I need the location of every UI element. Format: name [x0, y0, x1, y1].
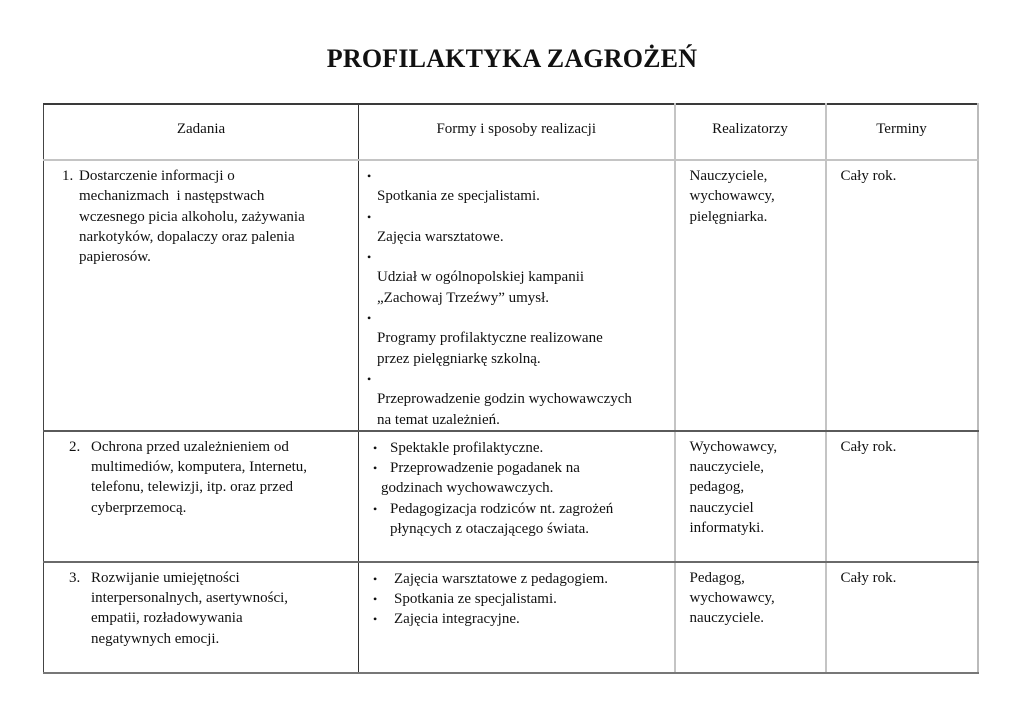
forms-list: [359, 161, 674, 430]
list-item: [367, 166, 670, 207]
bullet-icon: •: [367, 371, 372, 386]
form-line: płynących z otaczającego świata.: [390, 521, 590, 538]
form-line: na temat uzależnień.: [377, 411, 500, 428]
term-cell: [826, 431, 978, 562]
task-line: empatii, rozładowywania: [91, 610, 243, 627]
task-line: interpersonalnych, asertywności,: [91, 590, 289, 607]
table-header-row: [44, 104, 978, 160]
form-line: Spektakle profilaktyczne.: [390, 439, 544, 456]
executors-cell: [675, 431, 826, 562]
header-realizatorzy: Realizatorzy: [675, 104, 826, 160]
form-line: Przeprowadzenie godzin wychowawczych: [377, 391, 632, 408]
task-line: mechanizmach i następstwach: [79, 188, 265, 205]
list-item: [367, 308, 670, 369]
forms-cell: [359, 160, 675, 431]
executor: Nauczyciele,: [689, 168, 768, 184]
form-line: Zajęcia integracyjne.: [394, 611, 520, 628]
task-line: narkotyków, dopalaczy oraz palenia: [79, 228, 295, 245]
executor: informatyki.: [689, 520, 765, 537]
task-line: papierosów.: [79, 249, 151, 266]
task-line: multimediów, komputera, Internetu,: [91, 459, 308, 476]
task-cell: [44, 160, 359, 431]
list-item: [373, 609, 670, 629]
executors-cell: [675, 562, 826, 673]
header-formy: Formy i sposoby realizacji: [359, 104, 675, 160]
task-cell: [44, 431, 359, 562]
task-line: Ochrona przed uzależnieniem od: [91, 438, 289, 455]
bullet-icon: •: [367, 250, 372, 265]
form-line: Spotkania ze specjalistami.: [394, 591, 557, 608]
forms-cell: [359, 431, 675, 562]
form-line: Udział w ogólnopolskiej kampanii: [377, 269, 585, 286]
term-text: Cały rok.: [840, 168, 897, 184]
list-item: [367, 207, 670, 248]
header-terminy: Terminy: [826, 104, 978, 160]
table-row: [44, 562, 978, 673]
term-text: Cały rok.: [840, 438, 897, 455]
list-item: [373, 499, 670, 540]
form-line: Pedagogizacja rodziców nt. zagrożeń: [390, 500, 614, 517]
term-cell: [826, 160, 978, 431]
bullet-icon: •: [373, 612, 378, 627]
form-line: Programy profilaktyczne realizowane: [377, 330, 603, 347]
executor: Wychowawcy,: [689, 438, 778, 455]
executor: nauczyciele.: [689, 610, 765, 627]
executor: nauczyciele,: [689, 459, 765, 476]
form-line: Spotkania ze specjalistami.: [377, 188, 540, 205]
task-number: 3.: [69, 569, 81, 586]
task-line: telefonu, telewizji, itp. oraz przed: [91, 479, 293, 496]
forms-list: [359, 432, 674, 539]
task-text: [91, 437, 350, 518]
executors-cell: [675, 160, 826, 431]
task-cell: [44, 562, 359, 673]
bullet-icon: •: [373, 501, 378, 516]
term-cell: [826, 562, 978, 673]
task-text: [79, 166, 350, 267]
task-line: wczesnego picia alkoholu, zażywania: [79, 208, 305, 225]
executor: wychowawcy,: [689, 188, 775, 205]
table-row: [44, 160, 978, 431]
executor: Pedagog,: [689, 569, 745, 586]
list-item: [373, 589, 670, 609]
form-line: „Zachowaj Trzeźwy” umysł.: [377, 289, 550, 306]
form-line: przez pielęgniarkę szkolną.: [377, 350, 541, 367]
form-line: godzinach wychowawczych.: [381, 480, 554, 497]
document-title: PROFILAKTYKA ZAGROŻEŃ: [326, 44, 698, 73]
form-line: Zajęcia warsztatowe z pedagogiem.: [394, 570, 609, 587]
bullet-icon: •: [367, 169, 372, 183]
forms-list: [359, 563, 674, 630]
prevention-table: [43, 103, 979, 674]
executor: pedagog,: [689, 479, 745, 496]
task-line: cyberprzemocą.: [91, 499, 187, 516]
table-row: [44, 431, 978, 562]
list-item: [367, 247, 670, 308]
executor: pielęgniarka.: [689, 208, 768, 225]
bullet-icon: •: [373, 440, 378, 455]
bullet-icon: •: [367, 311, 372, 326]
list-item: [373, 569, 670, 589]
list-item: [373, 458, 670, 499]
task-text: [91, 568, 350, 649]
list-item: [373, 438, 670, 458]
executor: nauczyciel: [689, 499, 754, 516]
form-line: Przeprowadzenie pogadanek na: [390, 460, 580, 477]
task-line: Rozwijanie umiejętności: [91, 569, 240, 586]
term-text: Cały rok.: [840, 569, 897, 586]
form-line: Zajęcia warsztatowe.: [377, 228, 504, 245]
task-number: 1.: [62, 168, 74, 184]
bullet-icon: •: [373, 592, 378, 607]
list-item: [367, 369, 670, 430]
task-number: 2.: [69, 438, 81, 455]
forms-cell: [359, 562, 675, 673]
executor: wychowawcy,: [689, 590, 775, 607]
bullet-icon: •: [373, 571, 378, 586]
bullet-icon: •: [367, 209, 372, 224]
task-line: Dostarczenie informacji o: [79, 168, 235, 184]
task-line: negatywnych emocji.: [91, 630, 220, 647]
bullet-icon: •: [373, 461, 378, 476]
header-zadania: Zadania: [44, 104, 359, 160]
